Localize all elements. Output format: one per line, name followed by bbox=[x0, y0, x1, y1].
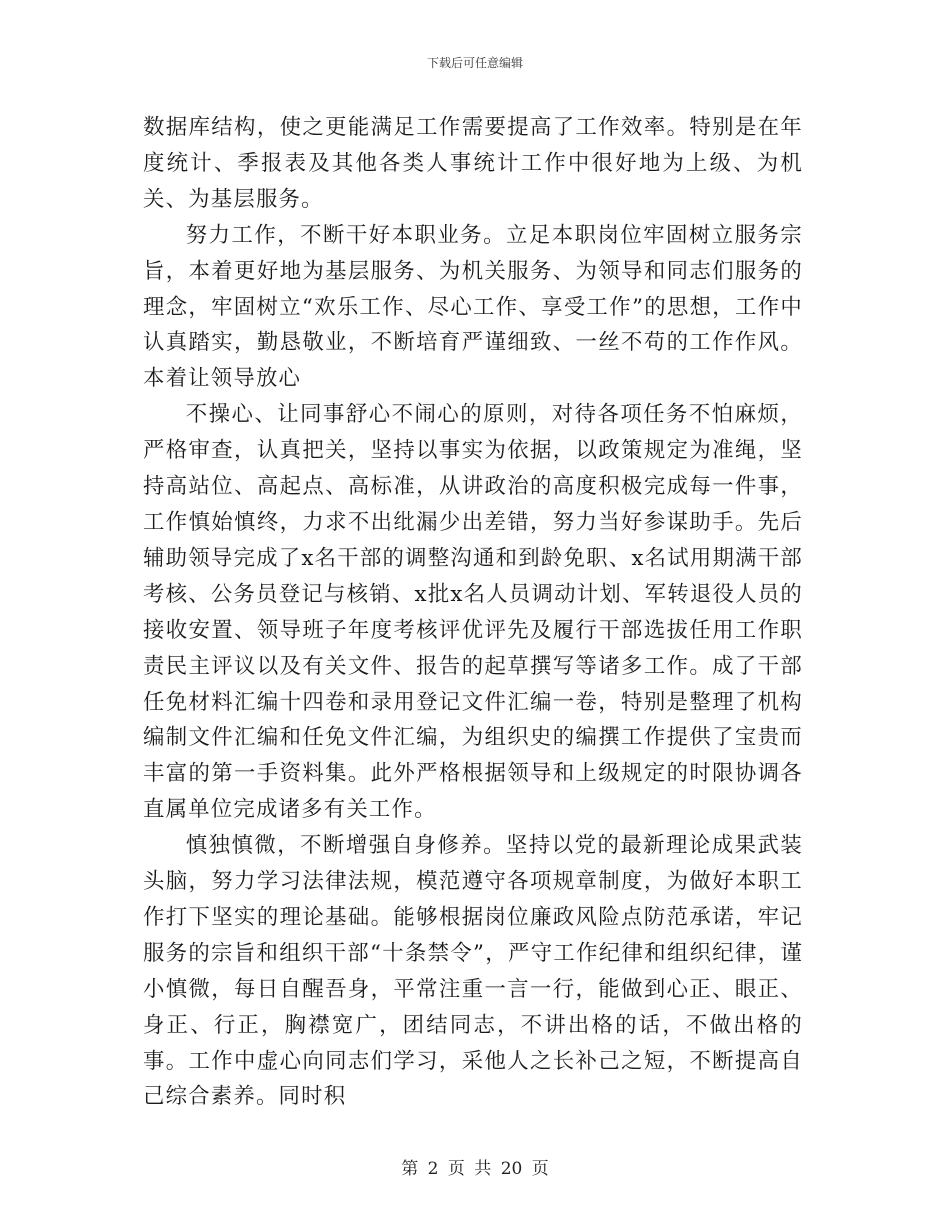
page-footer: 第 2 页 共 20 页 bbox=[401, 1159, 549, 1179]
paragraph-2: 努力工作，不断干好本职业务。立足本职岗位牢固树立服务宗旨，本着更好地为基层服务、为机关服务、为领导和同志们服务的理念，牢固树立“欢乐工作、尽心工作、享受工作”的思想，工作中认真踏实，勤恳敬业，不断培育严谨细致、一丝不苟的工作作风。本着让领导放心 bbox=[143, 222, 803, 392]
document-body bbox=[143, 110, 803, 1115]
paragraph-1: 数据库结构，使之更能满足工作需要提高了工作效率。特别是在年度统计、季报表及其他各类人事统计工作中很好地为上级、为机关、为基层服务。 bbox=[143, 115, 803, 212]
paragraph-4: 慎独慎微，不断增强自身修养。坚持以党的最新理论成果武装头脑，努力学习法律法规，模范遵守各项规章制度，为做好本职工作打下坚实的理论基础。能够根据岗位廉政风险点防范承诺，牢记服务的宗旨和组织干部“十条禁令”，严守工作纪律和组织纪律，谨小慎微，每日自醒吾身，平常注重一言一行，能做到心正、眼正、身正、行正，胸襟宽广，团结同志，不讲出格的话，不做出格的事。工作中虚心向同志们学习，采他人之长补己之短，不断提高自己综合素养。同时积 bbox=[143, 833, 803, 1110]
page-header: 下载后可任意编辑 bbox=[426, 56, 523, 70]
paragraph-3: 不操心、让同事舒心不闹心的原则，对待各项任务不怕麻烦，严格审查，认真把关，坚持以事实为依据，以政策规定为准绳，坚持高站位、高起点、高标准，从讲政治的高度积极完成每一件事，工作慎始慎终，力求不出纰漏少出差错，努力当好参谋助手。先后辅助领导完成了x名干部的调整沟通和到龄免职、x名试用期满干部考核、公务员登记与核销、x批x名人员调动计划、军转退役人员的接收安置、领导班子年度考核评优评先及履行干部选拔任用工作职责民主评议以及有关文件、报告的起草撰写等诸多工作。成了干部任免材料汇编十四卷和录用登记文件汇编一卷，特别是整理了机构编制文件汇编和任免文件汇编，为组织史的编撰工作提供了宝贵而丰富的第一手资料集。此外严格根据领导和上级规定的时限协调各直属单位完成诸多有关工作。 bbox=[143, 402, 803, 823]
